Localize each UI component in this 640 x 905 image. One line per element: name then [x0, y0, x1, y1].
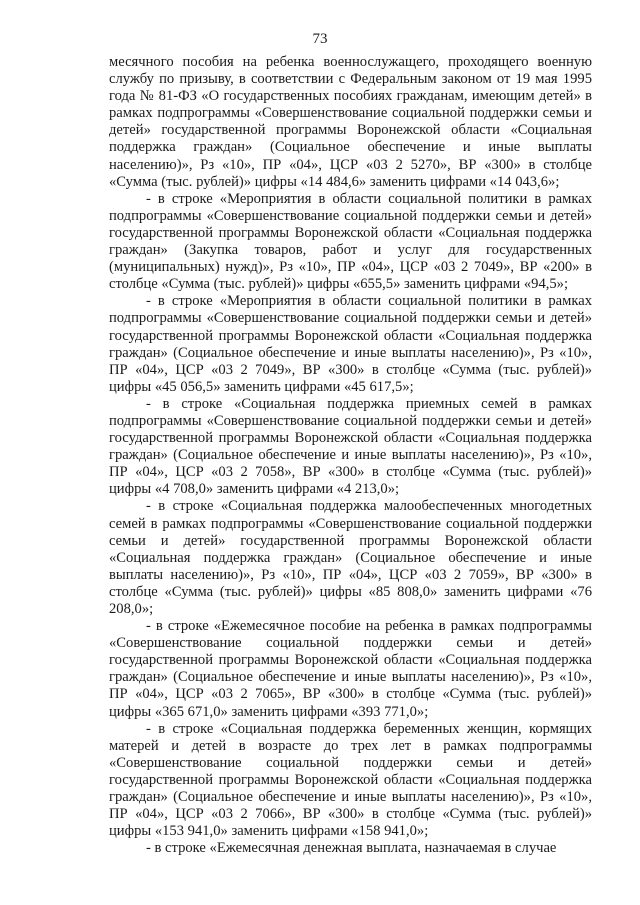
paragraph: месячного пособия на ребенка военнослужащего, проходящего военную службу по призыву, в соответствии с Федеральным законом от 19 мая 1995 года № 81-ФЗ «О государственных пособиях гражданам, имеющим детей» в рамках подпрограммы «Совершенствование социальной поддержки семьи и детей» государственной программы Воронежской области «Социальная поддержка граждан» (Социальное обеспечение и иные выплаты населению)», Рз «10», ПР «04», ЦСР «03 2 5270», ВР «300» в столбце «Сумма (тыс. рублей)» цифры «14 484,6» заменить цифрами «14 043,6»;: [109, 54, 592, 190]
paragraph: - в строке «Социальная поддержка беременных женщин, кормящих матерей и детей в возрасте до трех лет в рамках подпрограммы «Совершенствование социальной поддержки семьи и детей» государственной программы Воронежской области «Социальная поддержка граждан» (Социальное обеспечение и иные выплаты населению)», Рз «10», ПР «04», ЦСР «03 2 7066», ВР «300» в столбце «Сумма (тыс. рублей)» цифры «153 941,0» заменить цифрами «158 941,0»;: [109, 720, 592, 840]
paragraph: - в строке «Мероприятия в области социальной политики в рамках подпрограммы «Совершенствование социальной поддержки семьи и детей» государственной программы Воронежской области «Социальная поддержка граждан» (Закупка товаров, работ и услуг для государственных (муниципальных) нужд)», Рз «10», ПР «04», ЦСР «03 2 7049», ВР «200» в столбце «Сумма (тыс. рублей)» цифры «655,5» заменить цифрами «94,5»;: [109, 190, 592, 293]
paragraph: - в строке «Мероприятия в области социальной политики в рамках подпрограммы «Совершенствование социальной поддержки семьи и детей» государственной программы Воронежской области «Социальная поддержка граждан» (Социальное обеспечение и иные выплаты населению)», Рз «10», ПР «04», ЦСР «03 2 7049», ВР «300» в столбце «Сумма (тыс. рублей)» цифры «45 056,5» заменить цифрами «45 617,5»;: [109, 293, 592, 395]
paragraph: - в строке «Социальная поддержка малообеспеченных многодетных семей в рамках подпрограммы «Совершенствование социальной поддержки семьи и детей» государственной программы Воронежской области «Социальная поддержка граждан» (Социальное обеспечение и иные выплаты населению)», Рз «10», ПР «04», ЦСР «03 2 7059», ВР «300» в столбце «Сумма (тыс. рублей)» цифры «85 808,0» заменить цифрами «76 208,0»;: [109, 498, 592, 617]
paragraph: - в строке «Ежемесячное пособие на ребенка в рамках подпрограммы «Совершенствование социальной поддержки семьи и детей» государственной программы Воронежской области «Социальная поддержка граждан» (Социальное обеспечение и иные выплаты населению)», Рз «10», ПР «04», ЦСР «03 2 7065», ВР «300» в столбце «Сумма (тыс. рублей)» цифры «365 671,0» заменить цифрами «393 771,0»;: [109, 618, 592, 720]
page-number: 73: [312, 31, 328, 47]
paragraph: - в строке «Социальная поддержка приемных семей в рамках подпрограммы «Совершенствование социальной поддержки семьи и детей» государственной программы Воронежской области «Социальная поддержка граждан» (Социальное обеспечение и иные выплаты населению)», Рз «10», ПР «04», ЦСР «03 2 7058», ВР «300» в столбце «Сумма (тыс. рублей)» цифры «4 708,0» заменить цифрами «4 213,0»;: [109, 395, 592, 498]
body-text: [109, 54, 592, 857]
paragraph: - в строке «Ежемесячная денежная выплата, назначаемая в случае: [146, 840, 557, 857]
